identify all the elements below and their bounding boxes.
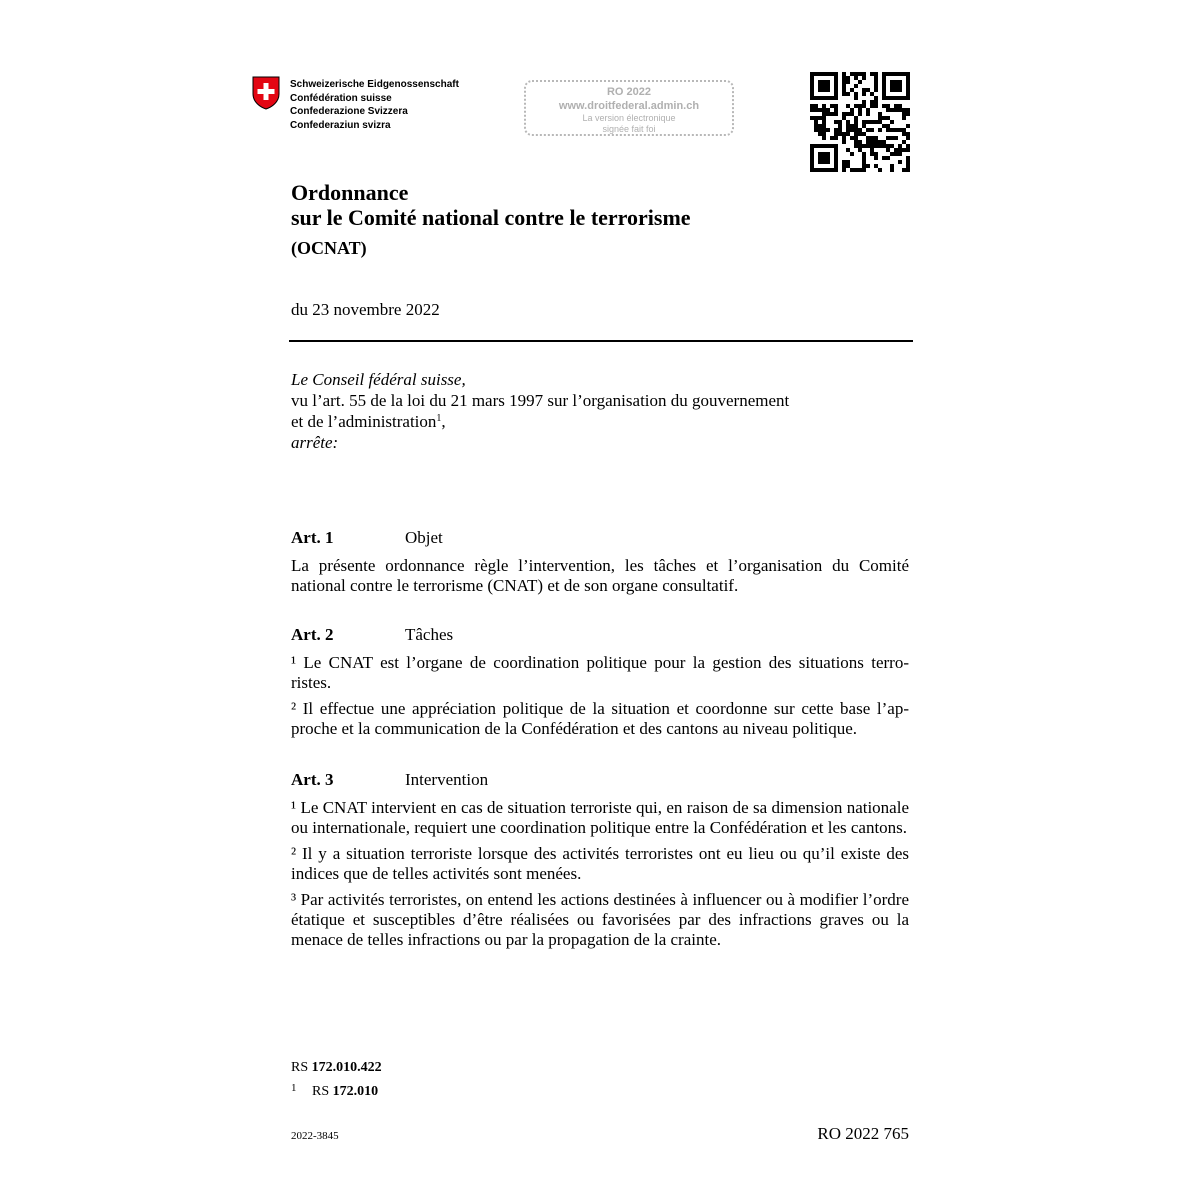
qr-code-icon xyxy=(810,72,910,172)
preamble-decree: arrête: xyxy=(291,433,339,452)
footnotes xyxy=(291,1058,382,1102)
article-title: Intervention xyxy=(405,770,489,789)
article-paragraph: ² Il effectue une appréciation politique de la situation et coordonne sur cette base l’ap-proche et la communication de la Confédération et des cantons au niveau politique. xyxy=(291,699,909,738)
article-paragraph: La présente ordonnance règle l’intervention, les tâches et l’organisation du Comité national contre le terrorisme (CNAT) et de son organe consultatif. xyxy=(291,556,909,595)
footnote-ref-1[interactable]: 1 xyxy=(436,413,442,424)
article-paragraph: ² Il y a situation terroriste lorsque des activités terroristes ont eu lieu ou qu’il existe des indices que de telles activités sont menées. xyxy=(291,844,909,883)
preamble-basis-2 xyxy=(291,412,789,432)
preamble-author: Le Conseil fédéral suisse, xyxy=(291,370,466,389)
government-names xyxy=(290,78,459,132)
preamble xyxy=(291,370,789,454)
footnote-prefix: RS xyxy=(312,1084,330,1099)
article-number: Art. 2 xyxy=(291,625,334,644)
article-title: Objet xyxy=(405,528,443,547)
article-paragraph: ¹ Le CNAT intervient en cas de situation terroriste qui, en raison de sa dimension nationale ou internationale, requiert une coordination politique entre la Confédération et les cantons. xyxy=(291,798,909,837)
title-divider xyxy=(289,340,913,342)
article-heading xyxy=(291,528,909,548)
stamp-line-4: signée fait foi xyxy=(602,124,656,134)
footnote-number: 172.010 xyxy=(332,1084,379,1099)
article-number: Art. 1 xyxy=(291,528,334,547)
electronic-version-stamp xyxy=(524,80,734,136)
stamp-line-1: RO 2022 xyxy=(606,86,652,98)
article-paragraph: ¹ Le CNAT est l’organe de coordination politique pour la gestion des situations terro-ristes. xyxy=(291,653,909,692)
swiss-crest-icon xyxy=(252,76,280,110)
article-number: Art. 3 xyxy=(291,770,334,789)
article-paragraph: ³ Par activités terroristes, on entend les actions destinées à influencer ou à modifier l’ordre étatique et susceptibles d’être réalisées ou favorisées par des infractions graves ou la menace de telles infractions ou par la propagation de la crainte. xyxy=(291,890,909,949)
article-heading xyxy=(291,625,909,645)
article-title: Tâches xyxy=(405,625,454,644)
footnote-1 xyxy=(291,1078,382,1102)
rs-reference xyxy=(291,1058,382,1078)
gov-name-rm: Confederaziun svizra xyxy=(290,119,391,131)
footnote-mark: 1 xyxy=(291,1082,297,1094)
preamble-basis-end: , xyxy=(441,412,446,431)
stamp-line-3: La version électronique xyxy=(582,113,676,123)
article-3 xyxy=(291,770,909,956)
gov-name-de: Schweizerische Eidgenossenschaft xyxy=(290,79,459,90)
gov-name-it: Confederazione Svizzera xyxy=(290,106,408,117)
article-heading xyxy=(291,770,909,790)
title-line-1: Ordonnance xyxy=(291,180,409,205)
gov-name-fr: Confédération suisse xyxy=(290,92,392,104)
title-abbreviation: (OCNAT) xyxy=(291,238,367,258)
preamble-basis-2-text: et de l’administration xyxy=(291,412,437,431)
rs-prefix: RS xyxy=(291,1060,309,1075)
document-date: du 23 novembre 2022 xyxy=(291,300,440,319)
document-number: 2022-3845 xyxy=(291,1130,339,1142)
preamble-basis-1: vu l’art. 55 de la loi du 21 mars 1997 sur l’organisation du gouvernement xyxy=(291,391,790,410)
stamp-line-2: www.droitfederal.admin.ch xyxy=(558,100,700,112)
title-line-2: sur le Comité national contre le terrorisme xyxy=(291,205,691,230)
article-2 xyxy=(291,625,909,745)
rs-number: 172.010.422 xyxy=(311,1060,382,1075)
article-1 xyxy=(291,528,909,602)
ro-reference: RO 2022 765 xyxy=(817,1124,909,1143)
page-title xyxy=(291,180,691,230)
